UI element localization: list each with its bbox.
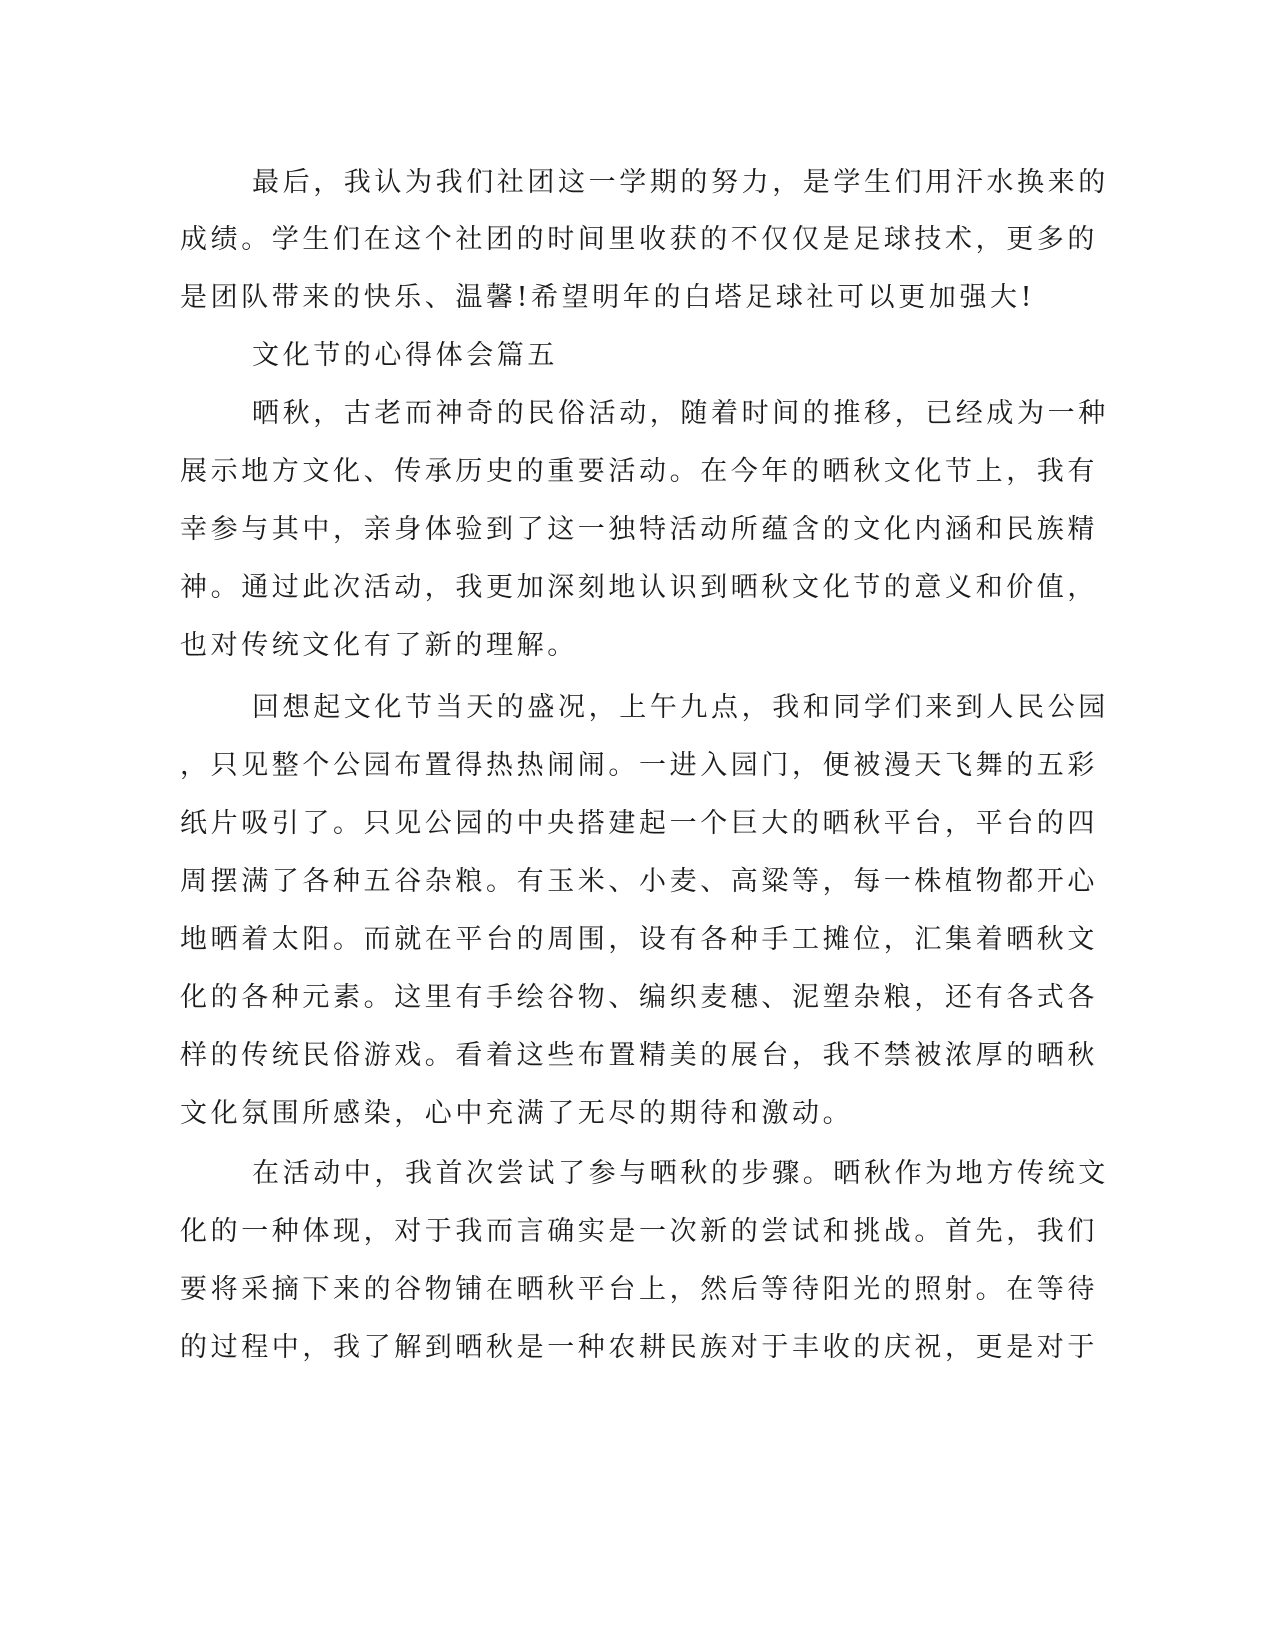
paragraph-line: 是团队带来的快乐、温馨!希望明年的白塔足球社可以更加强大! (180, 282, 1036, 313)
paragraph-line: 晒秋，古老而神奇的民俗活动，随着时间的推移，已经成为一种 (252, 398, 1109, 429)
paragraph-line: 回想起文化节当天的盛况，上午九点，我和同学们来到人民公园 (252, 692, 1109, 723)
paragraph-line: 纸片吸引了。只见公园的中央搭建起一个巨大的晒秋平台，平台的四 (180, 808, 1098, 839)
paragraph-line: 化的一种体现，对于我而言确实是一次新的尝试和挑战。首先，我们 (180, 1216, 1098, 1247)
section-heading: 文化节的心得体会篇五 (252, 340, 558, 371)
paragraph-line: 化的各种元素。这里有手绘谷物、编织麦穗、泥塑杂粮，还有各式各 (180, 982, 1098, 1013)
paragraph-line: 地晒着太阳。而就在平台的周围，设有各种手工摊位，汇集着晒秋文 (180, 924, 1098, 955)
paragraph-line: 在活动中，我首次尝试了参与晒秋的步骤。晒秋作为地方传统文 (252, 1158, 1109, 1189)
paragraph-line: 文化氛围所感染，心中充满了无尽的期待和激动。 (180, 1098, 854, 1129)
paragraph-line: 样的传统民俗游戏。看着这些布置精美的展台，我不禁被浓厚的晒秋 (180, 1040, 1098, 1071)
paragraph-line: 周摆满了各种五谷杂粮。有玉米、小麦、高粱等，每一株植物都开心 (180, 866, 1098, 897)
paragraph-line: 最后，我认为我们社团这一学期的努力，是学生们用汗水换来的 (252, 167, 1109, 198)
paragraph-line: 也对传统文化有了新的理解。 (180, 630, 578, 661)
paragraph-line: 幸参与其中，亲身体验到了这一独特活动所蕴含的文化内涵和民族精 (180, 514, 1098, 545)
paragraph-line: 展示地方文化、传承历史的重要活动。在今年的晒秋文化节上，我有 (180, 456, 1098, 487)
paragraph-line: 成绩。学生们在这个社团的时间里收获的不仅仅是足球技术，更多的 (180, 224, 1098, 255)
paragraph-line: 要将采摘下来的谷物铺在晒秋平台上，然后等待阳光的照射。在等待 (180, 1274, 1098, 1305)
paragraph-line: 的过程中，我了解到晒秋是一种农耕民族对于丰收的庆祝，更是对于 (180, 1332, 1098, 1363)
paragraph-line: 神。通过此次活动，我更加深刻地认识到晒秋文化节的意义和价值， (180, 572, 1098, 603)
paragraph-line: ，只见整个公园布置得热热闹闹。一进入园门，便被漫天飞舞的五彩 (180, 750, 1098, 781)
